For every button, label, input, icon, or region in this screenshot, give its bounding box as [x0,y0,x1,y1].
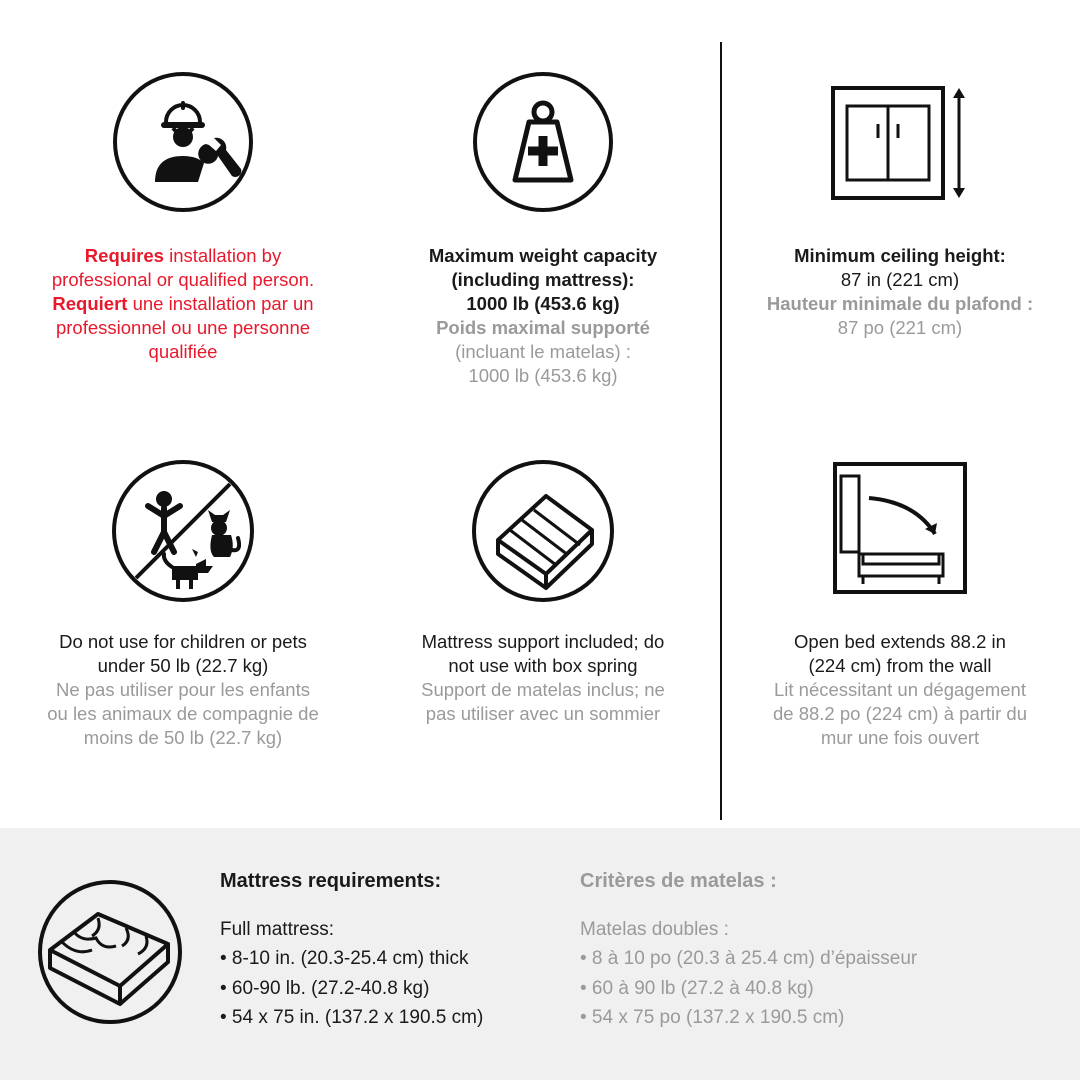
feature-line-en-2: professional or qualified person. [51,269,315,291]
mattress-requirements-subtitle-en: Full mattress: [220,919,335,940]
murphy-bed-open-icon [825,446,975,616]
weight-capacity-icon [471,62,615,222]
feature-line-fr-2: 87 po (221 cm) [837,317,963,339]
feature-line-en-1: Do not use for children or pets [59,631,307,652]
mattress-requirements-en [220,856,580,1033]
ceiling-height-icon [825,62,975,222]
mattress-requirement-bullet-2-fr: • 60 à 90 lb (27.2 à 40.8 kg) [580,977,814,999]
feature-line-en-1: Open bed extends 88.2 in [794,631,1006,652]
feature-line-fr-1: Hauteur minimale du plafond : [766,293,1034,315]
feature-text-mattress-support [421,630,665,726]
feature-line-fr-2: de 88.2 po (224 cm) à partir du [772,703,1027,725]
mattress-requirements-fr [580,856,940,1033]
mattress-requirements-title-en: Mattress requirements: [220,870,442,892]
feature-line-en-1: Mattress support included; do [421,631,665,652]
feature-line-en-2: (including mattress): [451,269,635,291]
feature-text-installation: Requires installation by professional or qualified person. Requiert une installation par un professionnel ou une personne qualifiée [52,244,314,364]
feature-text-no-children-pets [47,630,319,750]
feature-text-open-bed [773,630,1027,750]
feature-line-fr-1: Ne pas utiliser pour les enfants [55,679,310,701]
feature-line-fr-2: (incluant le matelas) : [455,341,631,363]
feature-highlight-fr: Requiert [52,293,128,315]
feature-line-fr-3: 1000 lb (453.6 kg) [468,365,618,387]
mattress-support-slats-icon [468,446,618,616]
mattress-requirement-bullet-3-fr: • 54 x 75 po (137.2 x 190.5 cm) [580,1007,845,1029]
feature-cell-installation [0,0,366,410]
feature-line-fr-3: qualifiée [148,341,218,363]
no-children-no-pets-icon [108,446,258,616]
mattress-requirements-band [0,828,1080,1080]
feature-line-en-1: Maximum weight capacity [428,245,658,266]
feature-line-fr-2: pas utiliser avec un sommier [425,703,661,725]
mattress-requirement-bullet-2-en: • 60-90 lb. (27.2-40.8 kg) [220,977,430,999]
feature-cell-mattress-support [366,410,720,828]
feature-line-fr-1: Poids maximal supporté [436,317,650,339]
feature-line-fr-1: Lit nécessitant un dégagement [774,679,1026,701]
feature-text-ceiling [767,244,1033,340]
feature-line-fr-1: Support de matelas inclus; ne [421,679,665,701]
mattress-requirement-bullet-3-en: • 54 x 75 in. (137.2 x 190.5 cm) [220,1007,484,1029]
feature-highlight-en: Requires [84,245,164,266]
feature-line-en-1: Minimum ceiling height: [794,245,1006,266]
feature-line-en-2: (224 cm) from the wall [808,655,992,677]
feature-cell-no-children-pets [0,410,366,828]
installer-hardhat-wrench-icon [111,62,255,222]
feature-line-en-3: 1000 lb (453.6 kg) [466,293,620,315]
mattress-requirements-subtitle-fr: Matelas doubles : [580,919,729,940]
mattress-requirement-bullet-1-fr: • 8 à 10 po (20.3 à 25.4 cm) d’épaisseur [580,948,918,970]
feature-line-fr-2: ou les animaux de compagnie de [47,703,319,725]
feature-cell-open-bed [720,410,1080,828]
feature-line-fr-3: mur une fois ouvert [820,727,980,749]
feature-line-en-2: under 50 lb (22.7 kg) [97,655,269,677]
feature-cell-ceiling [720,0,1080,410]
mattress-requirement-bullet-1-en: • 8-10 in. (20.3-25.4 cm) thick [220,948,469,970]
feature-line-en-2: 87 in (221 cm) [840,269,960,291]
mattress-requirements-title-fr: Critères de matelas : [580,870,777,892]
feature-cell-weight [366,0,720,410]
feature-line-en-2: not use with box spring [448,655,638,677]
mattress-icon [0,856,220,1026]
feature-text-weight [429,244,657,388]
feature-line-fr-3: moins de 50 lb (22.7 kg) [83,727,283,749]
feature-line-fr-2: professionnel ou une personne [55,317,311,339]
